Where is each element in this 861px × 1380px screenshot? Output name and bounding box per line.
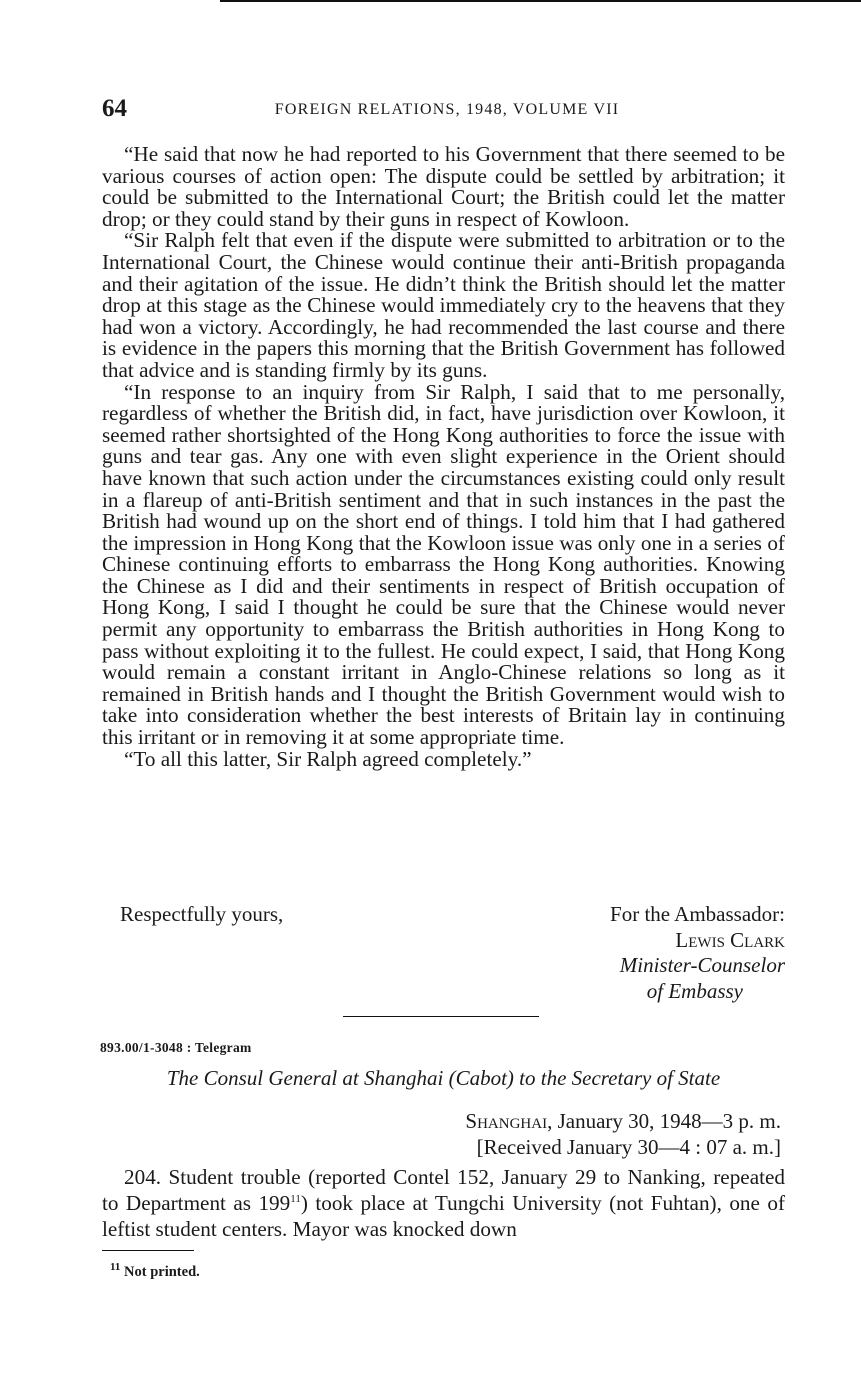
footnote — [110, 1261, 200, 1281]
signer-name: Lewis Clark — [675, 927, 785, 952]
dateline — [465, 1108, 781, 1160]
closing-line: Respectfully yours, — [120, 902, 284, 926]
paragraph: “In response to an inquiry from Sir Ralph, I said that to me personally, regardless of whether the British did, in fact, have jurisdiction over Kowloon, it seemed rather shortsighted of the Hong Kong authorities to force the issue with guns and tear gas. Any one with even slight experience in the Orient should have known that such action under the circumstances existing could only result in a flareup of anti-British sentiment and that in such instances in the past the British had wound up on the short end of things. I told him that I had gathered the impression in Hong Kong that the Kowloon issue was only one in a series of Chinese continuing efforts to embarrass the Hong Kong authorities. Knowing the Chinese as I did and their sentiments in respect of British occupation of Hong Kong, I said I thought he could be sure that the Chinese would never permit any opportunity to embarrass the British authorities in Hong Kong to pass without exploiting it to the fullest. He could expect, I said, that Hong Kong would remain a constant irritant in Anglo-Chinese relations so long as it remained in British hands and I thought the British Government would wish to take into consideration whether the best interests of Britain lay in continuing this irritant or in removing it at some appropriate time. — [102, 379, 785, 750]
paragraph: “He said that now he had reported to his Government that there seemed to be various courses of action open: The dispute could be settled by arbitration; it could be submitted to the International Court; the British could let the matter drop; or they could stand by their guns in respect of Kowloon. — [102, 142, 785, 231]
file-reference: 893.00/1-3048 : Telegram — [100, 1040, 252, 1055]
telegram-text-1: 204. Student trouble (reported Contel 152, January 29 to Nanking, repeated to Department as 199 — [102, 1165, 785, 1215]
letter-body — [102, 144, 785, 770]
date-sent — [465, 1108, 781, 1134]
section-divider — [343, 1016, 539, 1017]
footnote-rule — [102, 1250, 194, 1251]
footnote-text: Not printed. — [120, 1264, 200, 1280]
signer-title-2: of Embassy — [646, 978, 743, 1003]
for-line: For the Ambassador: — [610, 902, 785, 926]
top-rule — [220, 0, 861, 2]
date-sent-text: , January 30, 1948—3 p. m. — [547, 1109, 781, 1133]
place: Shanghai — [465, 1109, 548, 1133]
paragraph: “Sir Ralph felt that even if the dispute were submitted to arbitration or to the International Court, the Chinese would continue their anti-British propaganda and their agitation of the issue. He didn’t think the British should let the matter drop at this stage as the Chinese would immediately cry to the heavens that they had won a victory. Accordingly, he had recommended the last course and there is evidence in the papers this morning that the British Government has followed that advice and is standing firmly by its guns. — [102, 228, 785, 382]
document-title: The Consul General at Shanghai (Cabot) to the Secretary of State — [166, 1066, 721, 1090]
page-number: 64 — [102, 95, 127, 122]
paragraph — [102, 1164, 785, 1242]
telegram-body — [102, 1164, 785, 1242]
footnote-marker: 11 — [110, 1261, 121, 1274]
footnote-ref[interactable]: 11 — [290, 1192, 301, 1205]
date-received: [Received January 30—4 : 07 a. m.] — [476, 1135, 781, 1159]
telegram-text-2: ) took place at Tungchi University (not Fuhtan), one of leftist student centers. Mayor was knocked down — [102, 1191, 786, 1241]
signer-title: Minister-Counselor — [619, 953, 785, 977]
running-head — [102, 95, 792, 124]
paragraph: “To all this latter, Sir Ralph agreed completely.” — [124, 746, 532, 771]
signature-block — [610, 902, 785, 1004]
running-title: FOREIGN RELATIONS, 1948, VOLUME VII — [274, 101, 620, 118]
